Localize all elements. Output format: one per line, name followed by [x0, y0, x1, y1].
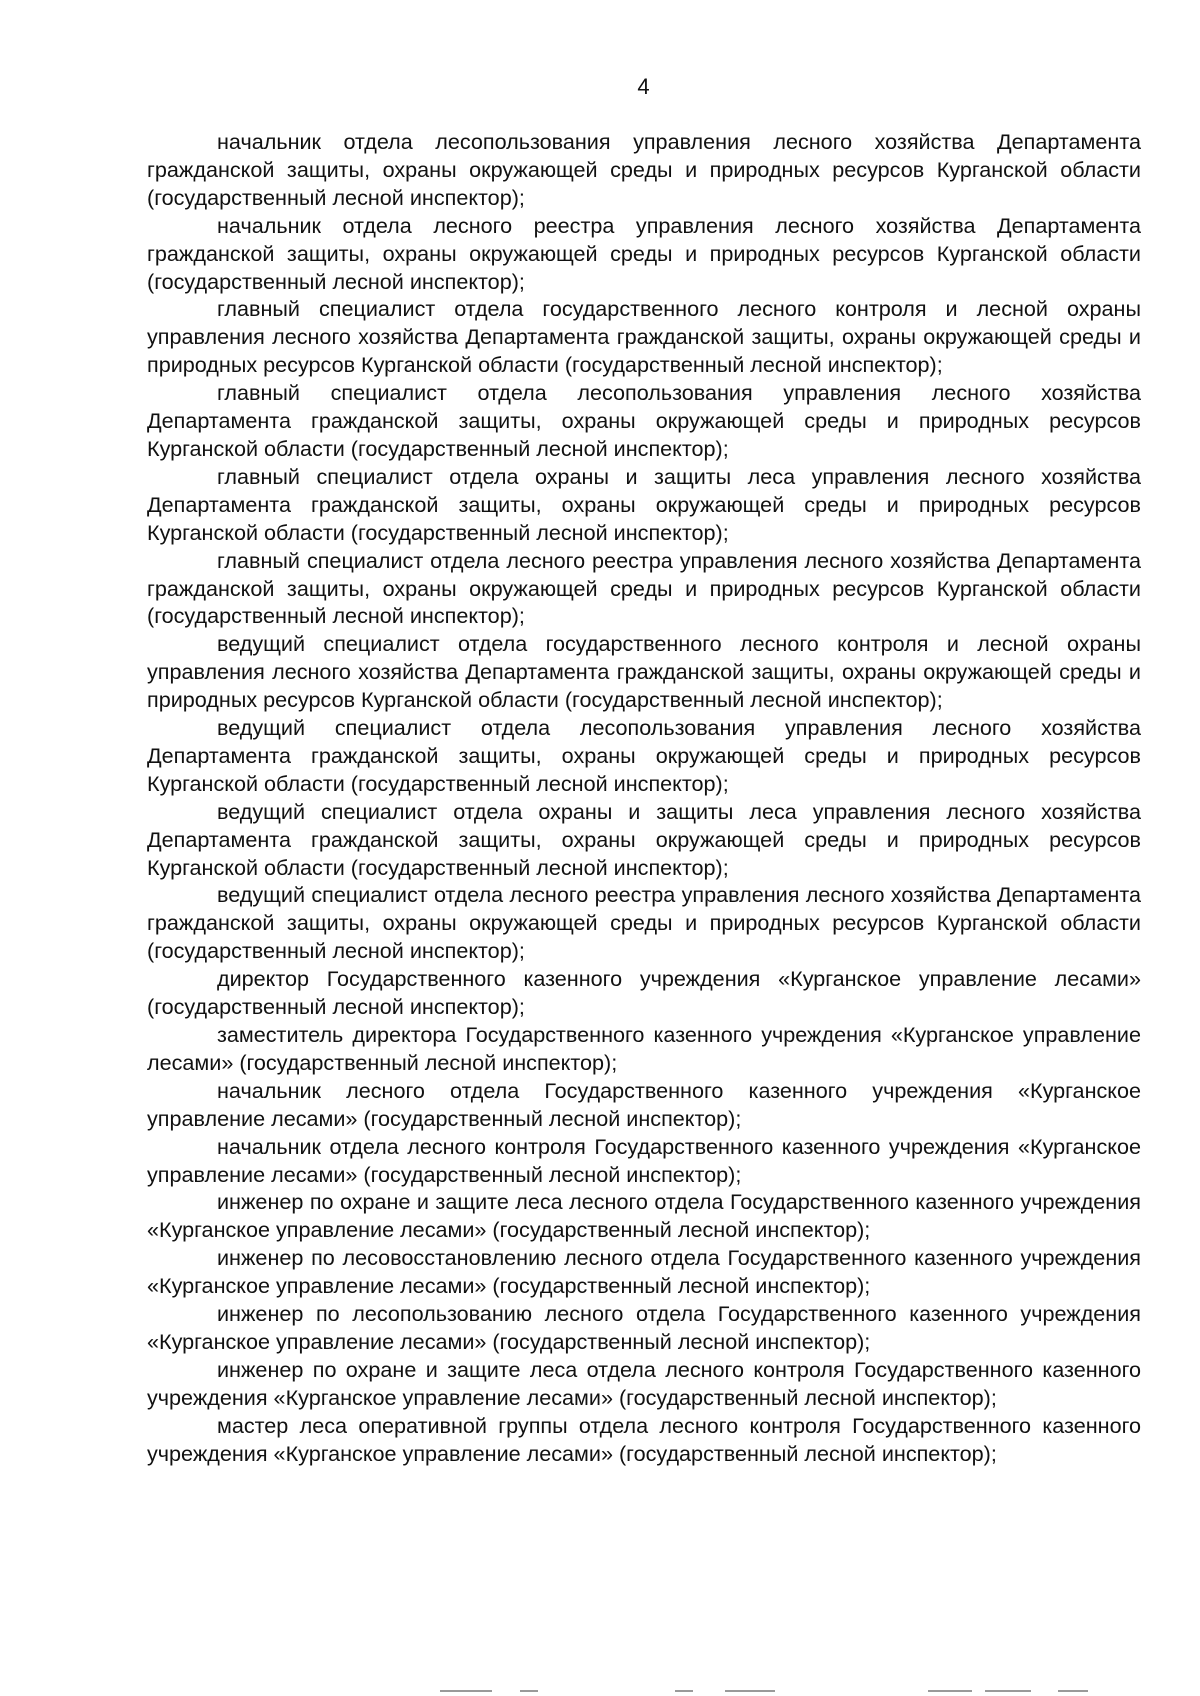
list-item: ведущий специалист отдела лесного реестра управления лесного хозяйства Департамента гражданской защиты, охраны окружающей среды и природных ресурсов Курганской области (государственный лесной инспектор); [147, 882, 1141, 964]
scan-mark [725, 1690, 775, 1692]
list-item: главный специалист отдела государственного лесного контроля и лесной охраны управления лесного хозяйства Департамента гражданской защиты, охраны окружающей среды и природных ресурсов Курганской области (государственный лесной инспектор); [147, 296, 1141, 378]
scan-mark [985, 1690, 1031, 1692]
list-item: главный специалист отдела лесного реестра управления лесного хозяйства Департамента гражданской защиты, охраны окружающей среды и природных ресурсов Курганской области (государственный лесной инспектор); [147, 547, 1141, 629]
list-item: инженер по лесопользованию лесного отдела Государственного казенного учреждения «Курганское управление лесами» (государственный лесной инспектор); [147, 1301, 1141, 1354]
list-item: начальник лесного отдела Государственного казенного учреждения «Курганское управление лесами» (государственный лесной инспектор); [147, 1077, 1141, 1131]
scan-mark [928, 1690, 972, 1692]
position-list [147, 128, 1141, 1468]
list-item: ведущий специалист отдела лесопользования управления лесного хозяйства Департамента гражданской защиты, охраны окружающей среды и природных ресурсов Курганской области (государственный лесной инспектор); [147, 715, 1141, 796]
list-item: ведущий специалист отдела государственного лесного контроля и лесной охраны управления лесного хозяйства Департамента гражданской защиты, охраны окружающей среды и природных ресурсов Курганской области (государственный лесной инспектор); [147, 631, 1141, 713]
scan-mark [1058, 1690, 1088, 1692]
list-item: инженер по лесовосстановлению лесного отдела Государственного казенного учреждения «Курганское управление лесами» (государственный лесной инспектор); [147, 1245, 1141, 1299]
scan-edge-marks [0, 1686, 1200, 1696]
list-item: директор Государственного казенного учреждения «Курганское управление лесами» (государственный лесной инспектор); [147, 966, 1141, 1020]
scan-mark [675, 1690, 693, 1692]
list-item: мастер леса оперативной группы отдела лесного контроля Государственного казенного учреждения «Курганское управление лесами» (государственный лесной инспектор); [147, 1412, 1141, 1466]
list-item: главный специалист отдела охраны и защиты леса управления лесного хозяйства Департамента гражданской защиты, охраны окружающей среды и природных ресурсов Курганской области (государственный лесной инспектор); [147, 463, 1141, 545]
list-item: заместитель директора Государственного казенного учреждения «Курганское управление лесами» (государственный лесной инспектор); [147, 1022, 1141, 1075]
list-item: инженер по охране и защите леса лесного отдела Государственного казенного учреждения «Курганское управление лесами» (государственный лесной инспектор); [147, 1189, 1141, 1243]
list-item: инженер по охране и защите леса отдела лесного контроля Государственного казенного учреждения «Курганское управление лесами» (государственный лесной инспектор); [147, 1356, 1141, 1410]
list-item: начальник отдела лесного реестра управления лесного хозяйства Департамента гражданской защиты, охраны окружающей среды и природных ресурсов Курганской области (государственный лесной инспектор); [147, 212, 1141, 294]
list-item: начальник отдела лесопользования управления лесного хозяйства Департамента гражданской защиты, охраны окружающей среды и природных ресурсов Курганской области (государственный лесной инспектор); [147, 129, 1141, 210]
list-item: начальник отдела лесного контроля Государственного казенного учреждения «Курганское управление лесами» (государственный лесной инспектор); [147, 1133, 1141, 1187]
scan-mark [520, 1690, 538, 1692]
list-item: ведущий специалист отдела охраны и защиты леса управления лесного хозяйства Департамента гражданской защиты, охраны окружающей среды и природных ресурсов Курганской области (государственный лесной инспектор); [147, 798, 1141, 880]
scan-mark [440, 1690, 492, 1692]
list-item: главный специалист отдела лесопользования управления лесного хозяйства Департамента гражданской защиты, охраны окружающей среды и природных ресурсов Курганской области (государственный лесной инспектор); [147, 380, 1141, 461]
page-number: 4 [637, 74, 650, 99]
